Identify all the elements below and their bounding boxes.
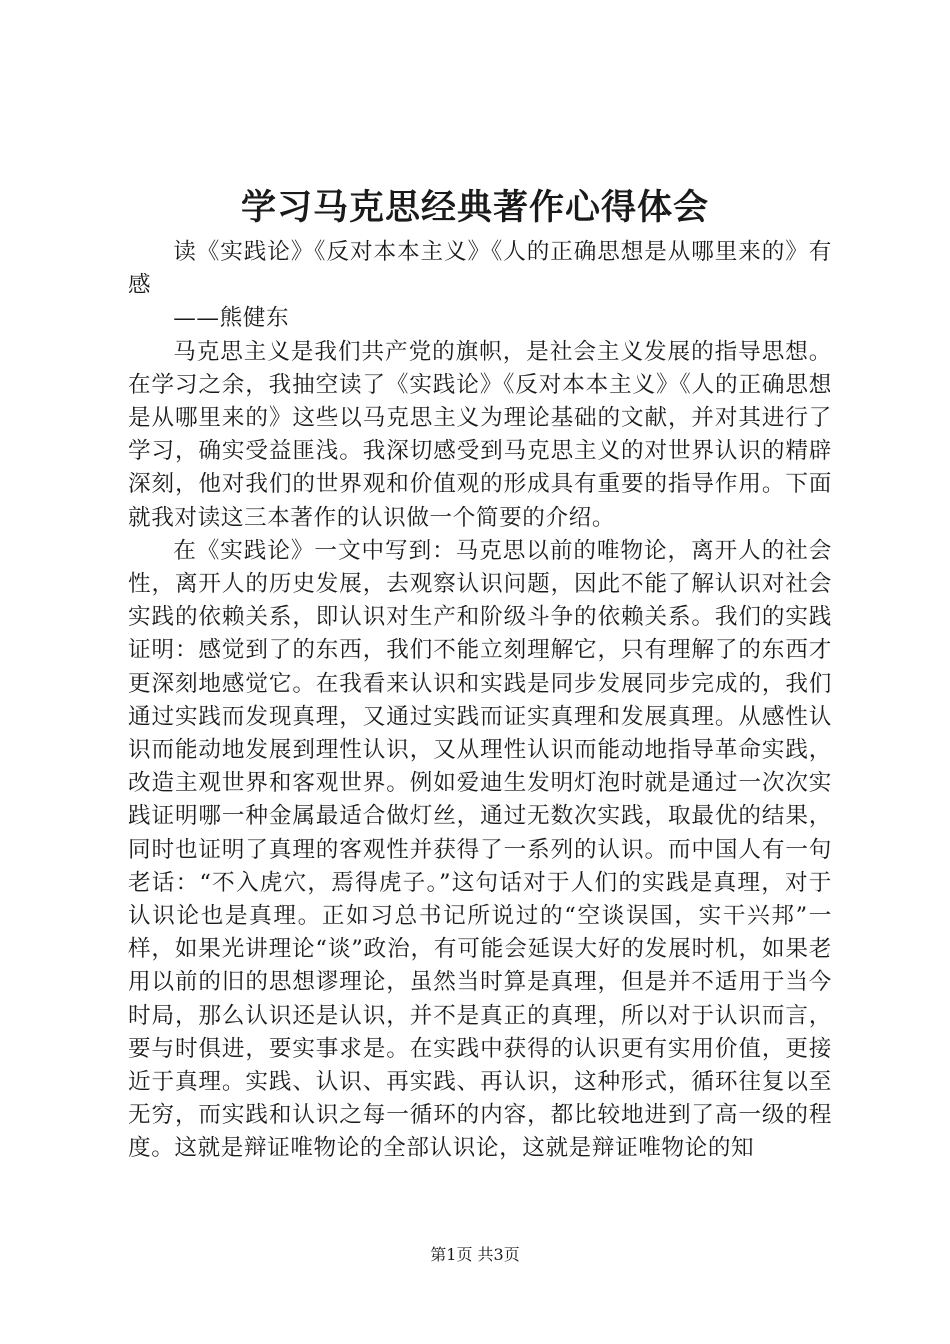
document-subtitle: 读《实践论》《反对本本主义》《人的正确思想是从哪里来的》有感 — [128, 239, 832, 299]
body-paragraph-2: 在《实践论》一文中写到：马克思以前的唯物论，离开人的社会性，离开人的历史发展，去观察认识问题，因此不能了解认识对社会实践的依赖关系，即认识对生产和阶级斗争的依赖关系。我们的实践证明：感觉到了的东西，我们不能立刻理解它，只有理解了的东西才更深刻地感觉它。在我看来认识和实践是同步发展同步完成的，我们通过实践而发现真理，又通过实践而证实真理和发展真理。从感性认识而能动地发展到理性认识，又从理性认识而能动地指导革命实践，改造主观世界和客观世界。例如爱迪生发明灯泡时就是通过一次次实践证明哪一种金属最适合做灯丝，通过无数次实践，取最优的结果，同时也证明了真理的客观性并获得了一系列的认识。而中国人有一句老话：“不入虎穴，焉得虎子。”这句话对于人们的实践是真理，对于认识论也是真理。正如习总书记所说过的“空谈误国，实干兴邦”一样，如果光讲理论“谈”政治，有可能会延误大好的发展时机，如果老用以前的旧的思想谬理论，虽然当时算是真理，但是并不适用于当今时局，那么认识还是认识，并不是真正的真理，所以对于认识而言，要与时俱进，要实事求是。在实践中获得的认识更有实用价值，更接近于真理。实践、认识、再实践、再认识，这种形式，循环往复以至无穷，而实践和认识之每一循环的内容，都比较地进到了高一级的程度。这就是辩证唯物论的全部认识论，这就是辩证唯物论的知 — [128, 537, 832, 1162]
page-number-footer: 第1页 共3页 — [430, 1245, 520, 1264]
document-title: 学习马克思经典著作心得体会 — [240, 187, 709, 228]
document-body — [128, 236, 832, 1166]
body-paragraph-1: 马克思主义是我们共产党的旗帜，是社会主义发展的指导思想。在学习之余，我抽空读了《实践论》《反对本本主义》《人的正确思想是从哪里来的》这些以马克思主义为理论基础的文献，并对其进行了学习，确实受益匪浅。我深切感受到马克思主义的对世界认识的精辟深刻，他对我们的世界观和价值观的形成具有重要的指导作用。下面就我对读这三本著作的认识做一个简要的介绍。 — [128, 338, 832, 531]
document-author: ——熊健东 — [173, 305, 290, 332]
